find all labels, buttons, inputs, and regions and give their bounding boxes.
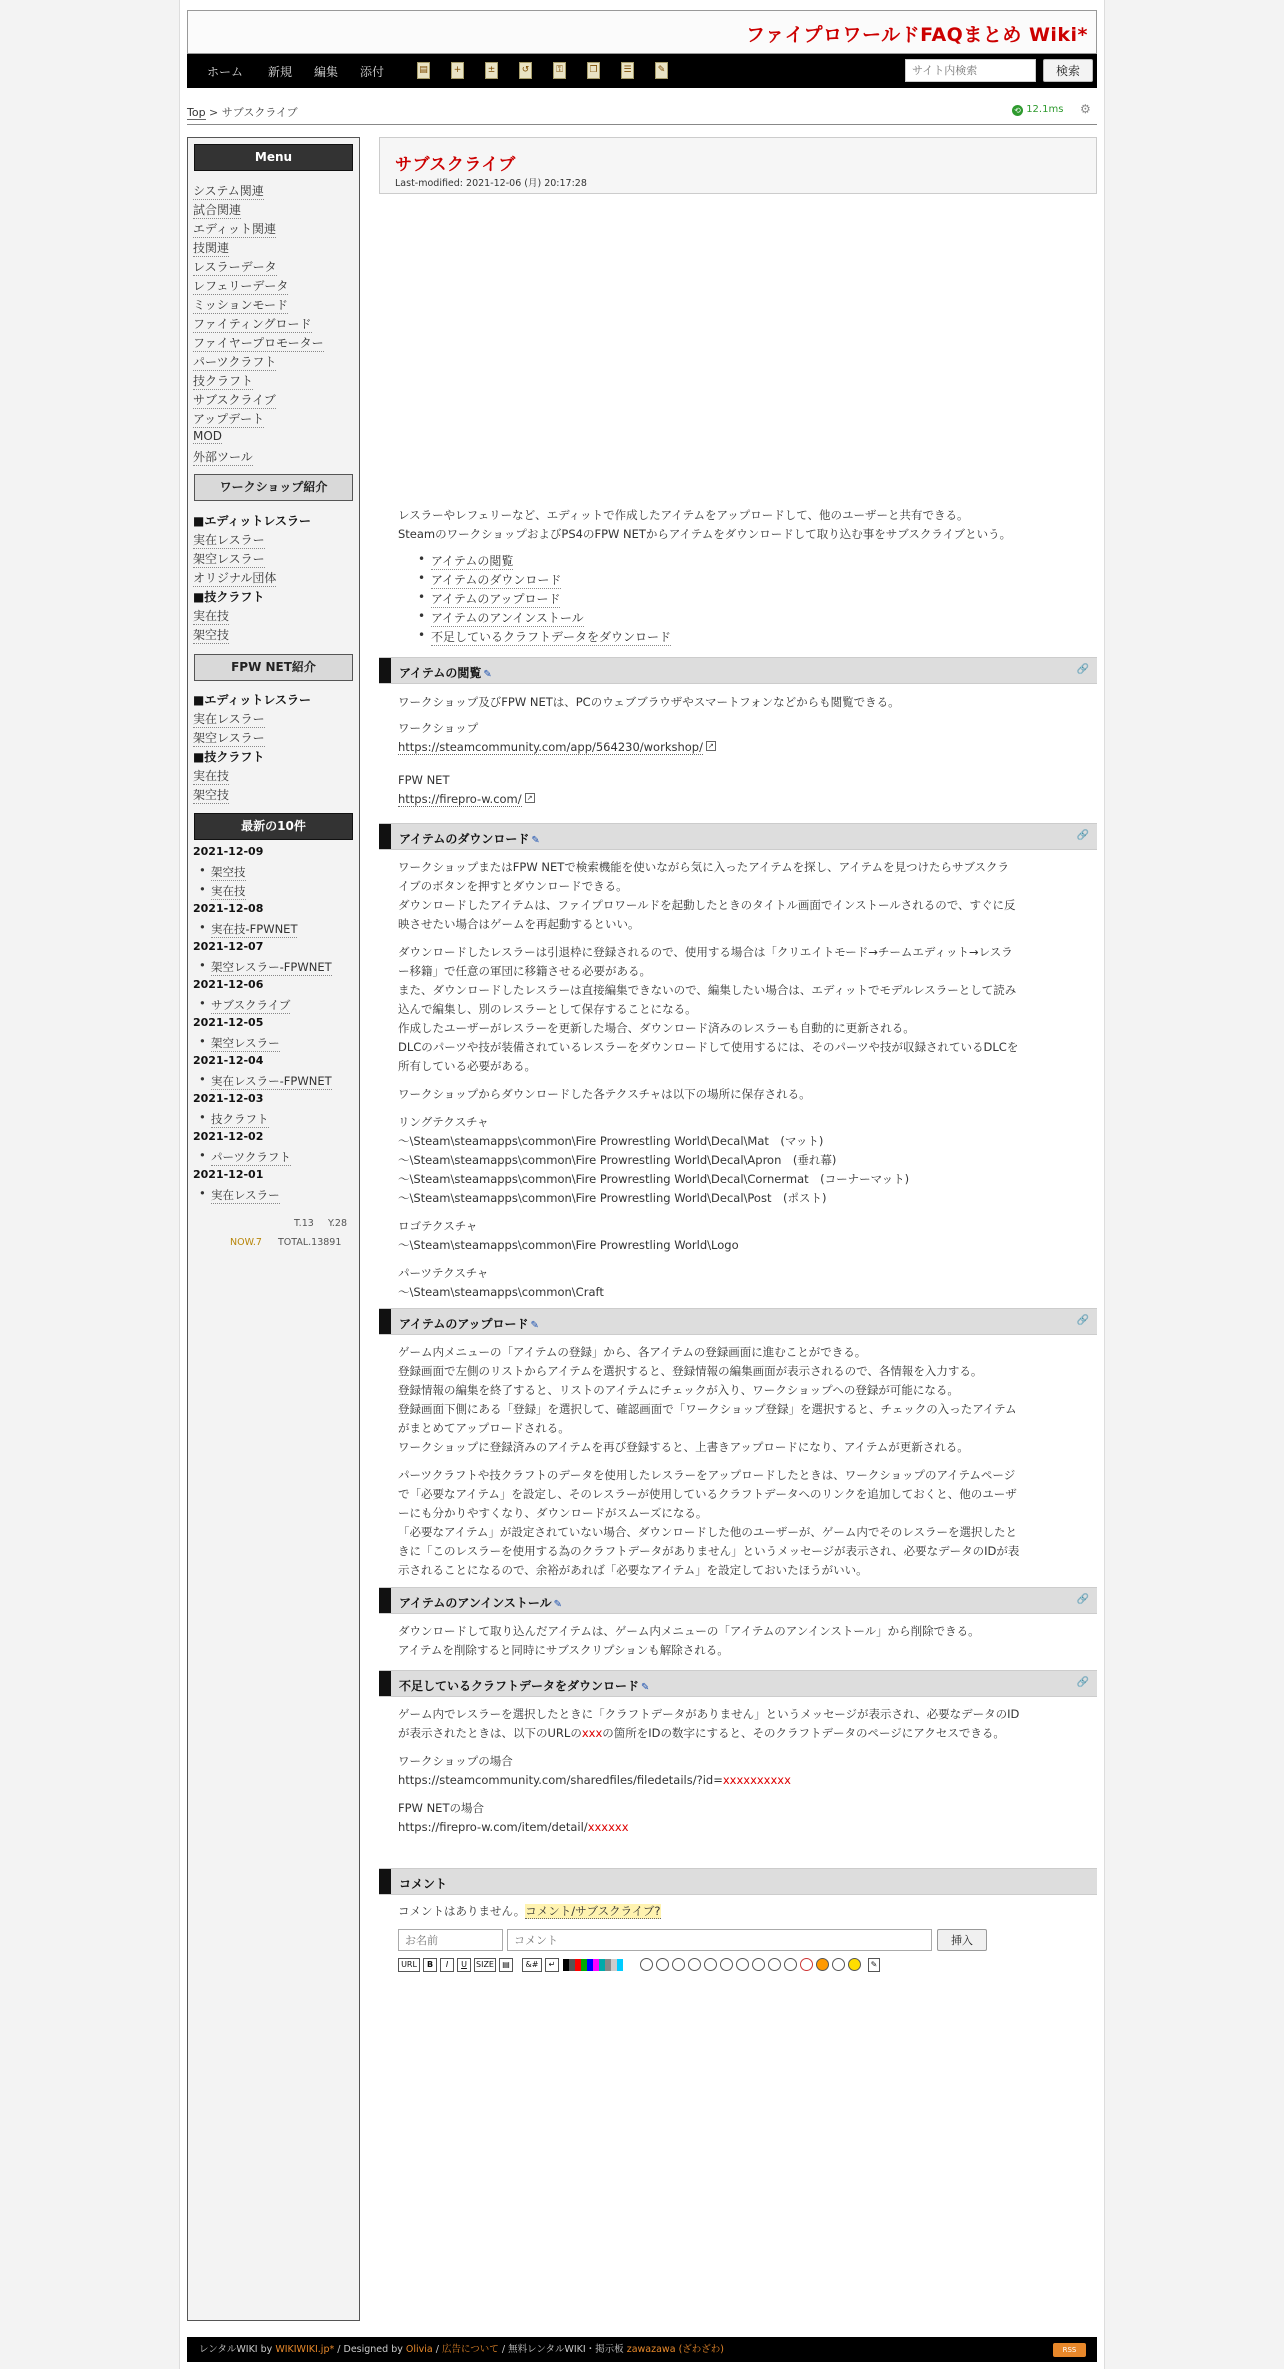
sidebar-item-match[interactable]: 試合関連	[193, 203, 242, 217]
path-line: ～\Steam\steamapps\common\Fire Prowrestling World\Decal\Mat (マット)	[398, 1134, 824, 1148]
recent-title: 最新の10件	[194, 813, 353, 840]
sidebar-item-fighting-road[interactable]: ファイティングロード	[193, 317, 312, 331]
perf-time: 12.1ms	[1026, 104, 1064, 115]
footer: レンタルWIKI by WIKIWIKI.jp* / Designed by Olivia / 広告について / 無料レンタルWIKI・掲示板 zawazawa (ざわざわ) RSS	[187, 2337, 1097, 2362]
linebreak-tool-button[interactable]: ↵	[545, 1958, 559, 1972]
paragraph: 込んで編集し、別のレスラーとして保存することになる。	[398, 1002, 697, 1016]
page-title: サブスクライブ	[395, 155, 516, 175]
paragraph: ダウンロードしたアイテムは、ファイプロワールドを起動したときのタイトル画面でインストールされるので、すぐに反	[398, 898, 1016, 912]
recent-date: 2021-12-04	[193, 1054, 264, 1067]
sidebar-item-move-craft[interactable]: 技クラフト	[193, 374, 254, 388]
breadcrumb-separator: >	[205, 106, 222, 119]
paragraph: ダウンロードしたレスラーは引退枠に登録されるので、使用する場合は「クリエイトモード→チームエディット→レスラ	[398, 945, 1013, 959]
fpw-fictional-move[interactable]: 架空技	[193, 788, 230, 802]
breadcrumb-top-link[interactable]: Top	[187, 106, 206, 119]
footer-text: レンタルWIKI by	[199, 2344, 273, 2355]
paragraph: ー移籍」で任意の軍団に移籍させる必要がある。	[398, 964, 651, 978]
sidebar-item-mod[interactable]: MOD	[193, 429, 223, 443]
search-button[interactable]: 検索	[1043, 59, 1093, 82]
insert-comment-button[interactable]: 挿入	[937, 1929, 987, 1951]
heading-bar	[379, 1588, 391, 1613]
text-fragment: コメントはありません。	[398, 1904, 526, 1918]
heading-bar	[379, 658, 391, 683]
page-diff-icon[interactable]: ±	[485, 62, 498, 79]
paragraph: 登録情報の編集を終了すると、リストのアイテムにチェックが入り、ワークショップへの登録が可能になる。	[398, 1383, 959, 1397]
nav-attach-link[interactable]: 添付	[360, 65, 385, 79]
comment-input[interactable]	[507, 1929, 932, 1951]
menu-title: Menu	[194, 144, 353, 171]
paragraph: がまとめてアップロードされる。	[398, 1421, 570, 1435]
text-fragment: が表示されたときは、以下のURLの	[398, 1726, 582, 1740]
fpw-title: FPW NET紹介	[194, 654, 353, 681]
workshop-url-template	[398, 1771, 1088, 1790]
nav-new-link[interactable]: 新規	[268, 65, 293, 79]
paragraph: 映させたい場合はゲームを再起動するといい。	[398, 917, 640, 931]
path-line: ～\Steam\steamapps\common\Fire Prowrestling World\Decal\Post (ポスト)	[398, 1191, 827, 1205]
footer-designer-link[interactable]: Olivia	[405, 2344, 433, 2355]
sidebar	[187, 137, 360, 2321]
edit-pencil-icon[interactable]: ✎	[641, 1682, 650, 1693]
recent-icon[interactable]: ✎	[655, 62, 668, 79]
sidebar-item-system[interactable]: システム関連	[193, 184, 264, 198]
breadcrumb	[187, 104, 298, 120]
comment-page-link[interactable]: コメント/サブスクライブ?	[525, 1904, 661, 1918]
fpw-real-wrestler[interactable]: 実在レスラー	[193, 712, 265, 726]
recent-date: 2021-12-08	[193, 902, 264, 915]
workshop-original-group[interactable]: オリジナル団体	[193, 571, 277, 585]
nav-bar	[187, 54, 1097, 88]
edit-pencil-icon[interactable]: ✎	[531, 835, 540, 846]
paragraph: ワークショップからダウンロードした各テクスチャは以下の場所に保存される。	[398, 1087, 811, 1101]
section-heading	[379, 823, 1097, 850]
sidebar-item-tools[interactable]: 外部ツール	[193, 450, 253, 464]
fpw-url-template	[398, 1818, 1088, 1837]
workshop-case-label: ワークショップの場合	[398, 1754, 513, 1768]
sidebar-item-mission[interactable]: ミッションモード	[193, 298, 289, 312]
site-title[interactable]: ファイプロワールドFAQまとめ Wiki*	[746, 24, 1088, 46]
recent-item[interactable]: • 実在技	[211, 883, 246, 900]
intro-line: レスラーやレフェリーなど、エディットで作成したアイテムをアップロードして、他のユーザーと共有できる。	[398, 508, 969, 522]
intro-line: SteamのワークショップおよびPS4のFPW NETからアイテムをダウンロードして取り込む事をサブスクライブという。	[398, 527, 1012, 541]
path-line: ～\Steam\steamapps\common\Fire Prowrestling World\Decal\Cornermat (コーナーマット)	[398, 1172, 910, 1186]
smile-icon[interactable]	[640, 1958, 653, 1971]
workshop-title: ワークショップ紹介	[194, 474, 353, 501]
workshop-real-wrestler[interactable]: 実在レスラー	[193, 533, 265, 547]
section-title: アイテムの閲覧	[399, 666, 482, 680]
workshop-real-move[interactable]: 実在技	[193, 609, 230, 623]
paragraph: ゲーム内でレスラーを選択したときに「クラフトデータがありません」というメッセージが表示され、必要なデータのID	[398, 1707, 1020, 1721]
sidebar-item-moves[interactable]: 技関連	[193, 241, 230, 255]
underline-tool-button[interactable]: U	[457, 1958, 471, 1972]
paragraph: パーツクラフトや技クラフトのデータを使用したレスラーをアップロードしたときは、ワークショップのアイテムページ	[398, 1468, 1016, 1482]
workshop-edit-header: ■エディットレスラー	[193, 514, 312, 528]
toc-item[interactable]: • 不足しているクラフトデータをダウンロード	[431, 628, 671, 646]
lock-icon[interactable]: ⚿	[553, 62, 566, 79]
sidebar-item-parts-craft[interactable]: パーツクラフト	[193, 355, 277, 369]
tear-icon[interactable]	[752, 1958, 765, 1971]
paragraph: で「必要なアイテム」を設定し、そのレスラーが使用しているクラフトデータへのリンクを追加しておくと、他のユーザ	[398, 1487, 1017, 1501]
rss-icon[interactable]: RSS	[1053, 2343, 1086, 2357]
heading-bar	[379, 1869, 391, 1894]
toc-item[interactable]: • アイテムのアップロード	[431, 590, 560, 608]
size-tool-button[interactable]: SIZE	[474, 1958, 496, 1972]
sidebar-item-promoter[interactable]: ファイヤープロモーター	[193, 336, 324, 350]
sidebar-item-edit[interactable]: エディット関連	[193, 222, 277, 236]
path-line: ～\Steam\steamapps\common\Fire Prowrestling World\Logo	[398, 1238, 739, 1252]
edit-pencil-icon[interactable]: ✎	[483, 669, 492, 680]
paragraph: ワークショップに登録済みのアイテムを再び登録すると、上書きアップロードになり、アイテムが更新される。	[398, 1440, 969, 1454]
fpw-fictional-wrestler[interactable]: 架空レスラー	[193, 731, 265, 745]
workshop-fictional-wrestler[interactable]: 架空レスラー	[193, 552, 265, 566]
sidebar-item-subscribe[interactable]: サブスクライブ	[193, 393, 276, 407]
fpw-real-move[interactable]: 実在技	[193, 769, 230, 783]
huh-icon[interactable]	[672, 1958, 685, 1971]
recent-item[interactable]: • 架空レスラー	[211, 1035, 280, 1052]
placeholder-text: xxx	[581, 1726, 603, 1740]
section-title: 不足しているクラフトデータをダウンロード	[399, 1679, 640, 1693]
page-container	[179, 0, 1105, 2369]
site-header	[187, 10, 1097, 54]
last-modified: Last-modified: 2021-12-06 (月) 20:17:28	[395, 178, 587, 189]
paragraph: ワークショップまたはFPW NETで検索機能を使いながら気に入ったアイテムを探し、アイテムを見つけたらサブスクラ	[398, 860, 1010, 874]
breadcrumb-current: サブスクライブ	[221, 106, 298, 119]
heading-bar	[379, 1309, 391, 1334]
format-tool-icon[interactable]: ▤	[499, 1958, 513, 1972]
perf-indicator	[1012, 104, 1063, 116]
text-fragment: の箇所をIDの数字にすると、そのクラフトデータのページにアクセスできる。	[602, 1726, 1005, 1740]
recent-date: 2021-12-01	[193, 1168, 264, 1181]
paragraph	[398, 1724, 1088, 1743]
section-heading	[379, 1308, 1097, 1335]
fpw-case-label: FPW NETの場合	[398, 1801, 484, 1815]
anchor-link-icon[interactable]: 🔗	[1076, 1594, 1089, 1605]
recent-item[interactable]: • 実在レスラー-FPWNET	[211, 1073, 332, 1090]
recent-date: 2021-12-06	[193, 978, 264, 991]
toc-item[interactable]: • アイテムのダウンロード	[431, 571, 561, 589]
sidebar-item-update[interactable]: アップデート	[193, 412, 265, 426]
path-line: ～\Steam\steamapps\common\Craft	[398, 1285, 604, 1299]
counter-now: NOW.7	[230, 1237, 262, 1248]
nav-home-link[interactable]: ホーム	[207, 65, 244, 79]
recent-date: 2021-12-02	[193, 1130, 264, 1143]
external-link-icon: ↗	[706, 741, 716, 751]
page-icon[interactable]: ▤	[417, 62, 430, 79]
footer-zawazawa-paren: (ざわざわ)	[678, 2344, 724, 2355]
comment-name-input[interactable]	[398, 1929, 503, 1951]
copy-icon[interactable]: ❐	[587, 62, 600, 79]
worried-icon[interactable]	[736, 1958, 749, 1971]
paragraph: 「必要なアイテム」が設定されていない場合、ダウンロードした他のユーザーが、ゲーム内でそのレスラーを選択したと	[398, 1525, 1018, 1539]
footer-free-text: 無料レンタルWIKI・掲示板	[508, 2344, 624, 2355]
list-icon[interactable]: ☰	[621, 62, 634, 79]
path-line: ～\Steam\steamapps\common\Fire Prowrestling World\Decal\Apron (垂れ幕)	[398, 1153, 837, 1167]
workshop-url-link[interactable]: https://steamcommunity.com/app/564230/workshop/	[398, 740, 703, 754]
recent-date: 2021-12-05	[193, 1016, 264, 1029]
sad-icon[interactable]	[720, 1958, 733, 1971]
sidebar-item-wrestler-data[interactable]: レスラーデータ	[193, 260, 277, 274]
workshop-label: ワークショップ	[398, 721, 479, 735]
heading-bar	[379, 824, 391, 849]
anchor-link-icon[interactable]: 🔗	[1076, 830, 1089, 841]
bold-tool-button[interactable]: B	[423, 1958, 437, 1972]
page-header	[379, 137, 1097, 194]
footer-brand-link[interactable]: WIKIWIKI.jp*	[275, 2344, 335, 2355]
question-icon[interactable]	[832, 1958, 845, 1971]
search-input[interactable]	[905, 59, 1036, 82]
recent-item[interactable]: • 実在技-FPWNET	[211, 921, 297, 938]
fpw-url-link[interactable]: https://firepro-w.com/	[398, 792, 522, 806]
ring-texture-label: リングテクスチャ	[398, 1115, 489, 1129]
paragraph: 登録画面下側にある「登録」を選択して、確認画面で「ワークショップ登録」を選択すると、チェックの入ったアイテム	[398, 1402, 1017, 1416]
url-tool-button[interactable]: URL	[398, 1958, 420, 1972]
paragraph: アイテムを削除すると同時にサブスクリプションも解除される。	[398, 1643, 729, 1657]
footer-designed: Designed by	[343, 2344, 403, 2355]
sidebar-item-referee-data[interactable]: レフェリーデータ	[193, 279, 289, 293]
section-title: アイテムのアップロード	[399, 1317, 529, 1331]
anchor-link-icon[interactable]: 🔗	[1076, 1315, 1089, 1326]
page-backup-icon[interactable]: ↺	[519, 62, 532, 79]
toc-item[interactable]: • アイテムの閲覧	[431, 552, 513, 570]
external-link-icon: ↗	[525, 793, 535, 803]
italic-tool-button[interactable]: I	[440, 1958, 454, 1972]
recent-date: 2021-12-07	[193, 940, 264, 953]
section-title: アイテムのアンインストール	[399, 1596, 552, 1610]
shock-icon[interactable]	[768, 1958, 781, 1971]
counter-today: T.13	[294, 1218, 314, 1229]
recent-item[interactable]: • サブスクライブ	[211, 997, 290, 1014]
gear-icon[interactable]: ⚙	[1080, 102, 1091, 116]
paragraph: 作成したユーザーがレスラーを更新した場合、ダウンロード済みのレスラーも自動的に更新される。	[398, 1021, 915, 1035]
workshop-fictional-move[interactable]: 架空技	[193, 628, 230, 642]
comment-title: コメント	[399, 1877, 448, 1891]
comment-empty-text	[398, 1902, 1088, 1921]
color-swatch[interactable]	[617, 1959, 623, 1971]
workshop-waza-header: ■技クラフト	[193, 590, 265, 604]
recent-date: 2021-12-03	[193, 1092, 264, 1105]
recent-item[interactable]: • 実在レスラー	[211, 1187, 280, 1204]
edit-pencil-icon[interactable]: ✎	[530, 1320, 539, 1331]
section-heading	[379, 1670, 1097, 1697]
paragraph: イブのボタンを押すとダウンロードできる。	[398, 879, 628, 893]
entity-tool-button[interactable]: &#	[522, 1958, 542, 1972]
url-text: https://steamcommunity.com/sharedfiles/filedetails/?id=	[398, 1773, 723, 1787]
toc-item[interactable]: • アイテムのアンインストール	[431, 609, 584, 627]
recent-date: 2021-12-09	[193, 845, 264, 858]
counter-yesterday: Y.28	[328, 1218, 347, 1229]
recent-item[interactable]: • 架空技	[211, 864, 246, 881]
timer-icon: ⟲	[1012, 105, 1023, 116]
heading-bar	[379, 1671, 391, 1696]
sweat-icon[interactable]	[784, 1958, 797, 1971]
fpw-label: FPW NET	[398, 773, 450, 787]
paragraph: 所有している必要がある。	[398, 1059, 536, 1073]
fpw-edit-header: ■エディットレスラー	[193, 693, 312, 707]
star-icon[interactable]	[816, 1958, 829, 1971]
page-new-icon[interactable]: +	[451, 62, 464, 79]
footer-zawazawa-link[interactable]: zawazawa	[626, 2344, 676, 2355]
section-title: アイテムのダウンロード	[399, 832, 530, 846]
paragraph: ーにも分かりやすくなり、ダウンロードがスムーズになる。	[398, 1506, 708, 1520]
counter-total: TOTAL.13891	[278, 1237, 342, 1248]
fpw-waza-header: ■技クラフト	[193, 750, 265, 764]
comment-heading	[379, 1868, 1097, 1895]
paragraph: DLCのパーツや技が装備されているレスラーをダウンロードして使用するには、そのパーツや技が収録されているDLCを	[398, 1040, 1019, 1054]
paragraph: 示されることになるので、余裕があれば「必要なアイテム」を設定しておいたほうがいい。	[398, 1563, 868, 1577]
divider	[187, 124, 1097, 125]
placeholder-text: xxxxxxxxxx	[722, 1773, 791, 1787]
bulb-icon[interactable]	[848, 1958, 861, 1971]
paragraph: 登録画面で左側のリストからアイテムを選択すると、登録情報の編集画面が表示されるので、各情報を入力する。	[398, 1364, 983, 1378]
recent-item[interactable]: • パーツクラフト	[211, 1149, 291, 1166]
note-tool-icon[interactable]: ✎	[868, 1958, 880, 1972]
anchor-link-icon[interactable]: 🔗	[1076, 1677, 1089, 1688]
url-text: https://firepro-w.com/item/detail/	[398, 1820, 588, 1834]
paragraph: ゲーム内メニューの「アイテムの登録」から、各アイテムの登録画面に進むことができる。	[398, 1345, 867, 1359]
paragraph: ワークショップ及びFPW NETは、PCのウェブブラウザやスマートフォンなどからも閲覧できる。	[398, 695, 900, 709]
recent-item[interactable]: • 技クラフト	[211, 1111, 269, 1128]
section-heading	[379, 657, 1097, 684]
anchor-link-icon[interactable]: 🔗	[1076, 664, 1089, 675]
bigsmile-icon[interactable]	[656, 1958, 669, 1971]
footer-ad-link[interactable]: 広告について	[442, 2344, 499, 2355]
heart-icon[interactable]	[800, 1958, 813, 1971]
paragraph: ダウンロードして取り込んだアイテムは、ゲーム内メニューの「アイテムのアンインストール」から削除できる。	[398, 1624, 980, 1638]
paragraph: きに「このレスラーを使用する為のクラフトデータがありません」というメッセージが表示され、必要なデータのIDが表	[398, 1544, 1020, 1558]
section-heading	[379, 1587, 1097, 1614]
recent-item[interactable]: • 架空レスラー-FPWNET	[211, 959, 332, 976]
edit-pencil-icon[interactable]: ✎	[553, 1599, 563, 1610]
logo-texture-label: ロゴテクスチャ	[398, 1219, 478, 1233]
paragraph: また、ダウンロードしたレスラーは直接編集できないので、編集したい場合は、エディットでモデルレスラーとして読み	[398, 983, 1017, 997]
wink-icon[interactable]	[704, 1958, 717, 1971]
placeholder-text: xxxxxx	[587, 1820, 629, 1834]
parts-texture-label: パーツテクスチャ	[398, 1266, 489, 1280]
oh-icon[interactable]	[688, 1958, 701, 1971]
nav-edit-link[interactable]: 編集	[314, 65, 339, 79]
